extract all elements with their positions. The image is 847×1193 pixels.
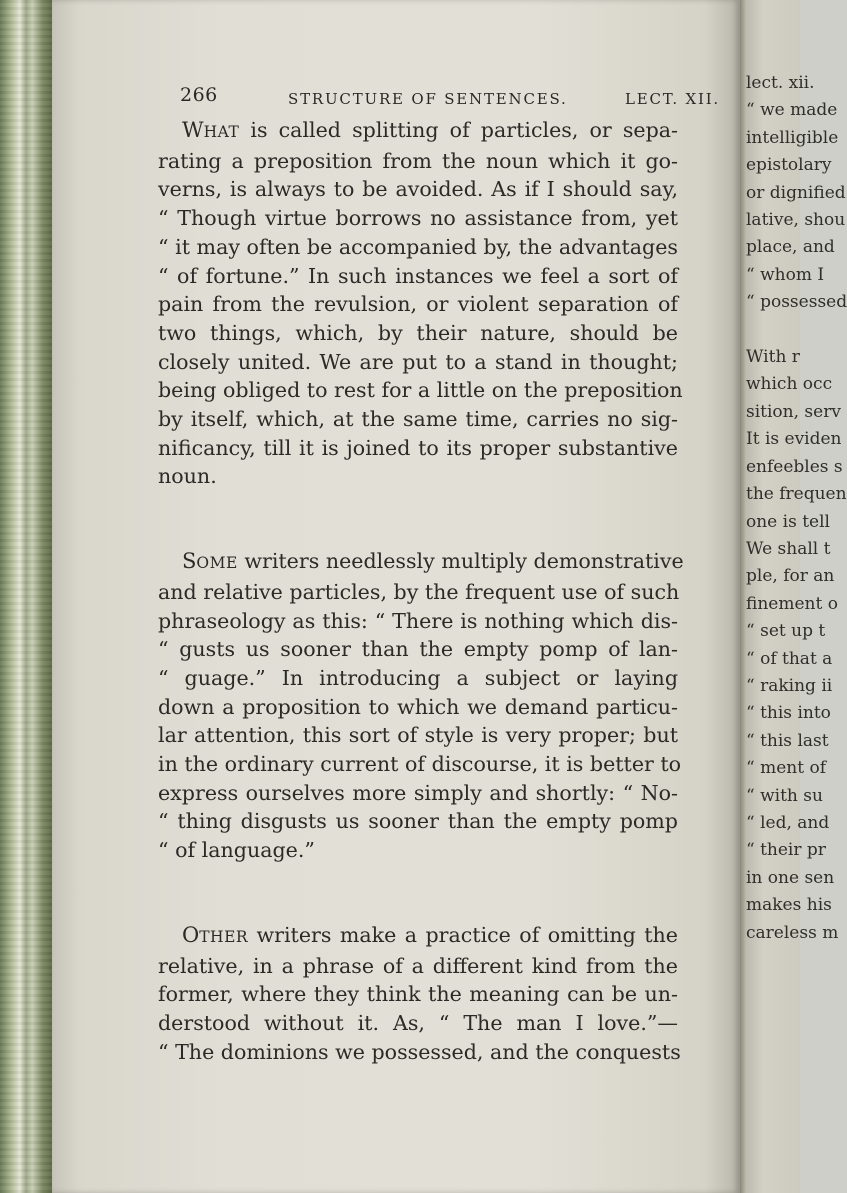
facing-page-line: “ led, and (746, 812, 830, 833)
text-line: “ The dominions we possessed, and the conquests (158, 1039, 681, 1064)
facing-page-line: or dignified (746, 182, 846, 203)
text-line: express ourselves more simply and shortly: “ No- (158, 780, 678, 805)
lecture-label: LECT. XII. (624, 90, 720, 108)
facing-page-line: sition, serv (746, 401, 841, 422)
paragraph-first-line (158, 547, 684, 578)
text-line: “ of fortune.” In such instances we feel a sort of (158, 263, 678, 288)
paragraph-first-line (158, 116, 678, 147)
paragraph-3 (158, 921, 681, 1067)
facing-page-line: careless m (746, 922, 839, 943)
facing-page-line: “ this last (746, 730, 829, 751)
lead-capital: S (182, 549, 197, 574)
page-number: 266 (180, 84, 218, 106)
facing-page-line: “ with su (746, 785, 823, 806)
facing-page-line: lect. xii. (746, 73, 815, 93)
facing-page-text (746, 70, 847, 947)
text-line: verns, is always to be avoided. As if I should say, (158, 177, 678, 202)
facing-page-line: ple, for an (746, 566, 835, 587)
text-line: “ of language.” (158, 838, 315, 863)
first-line-text: is called splitting of particles, or sepa- (239, 118, 678, 142)
text-line: rating a preposition from the noun which it go- (158, 148, 678, 173)
facing-page-line: which occ (746, 374, 833, 395)
text-line: derstood without it. As, “ The man I love.”— (158, 1010, 678, 1035)
facing-page-line: “ raking ii (746, 675, 833, 696)
text-line: down a proposition to which we demand particu- (158, 694, 678, 719)
text-line: phraseology as this: “ There is nothing which dis- (158, 608, 678, 633)
lead-small-caps: OME (196, 554, 238, 573)
facing-page-line: “ we made (746, 100, 838, 121)
first-line-text: writers needlessly multiply demonstrative (237, 549, 684, 574)
text-line: being obliged to rest for a little on the preposition (158, 378, 683, 403)
text-line: pain from the revulsion, or violent separation of (158, 292, 678, 317)
facing-page (740, 0, 847, 1193)
lead-small-caps: HAT (203, 123, 240, 141)
text-line: “ thing disgusts us sooner than the empty pomp (158, 809, 678, 834)
facing-page-line (746, 317, 816, 344)
page-header (180, 84, 720, 114)
facing-page-line: “ of that a (746, 648, 833, 669)
facing-page-line: in one sen (746, 867, 835, 888)
facing-page-line: lative, shou (746, 210, 846, 231)
paragraph-2 (158, 547, 684, 865)
text-line: by itself, which, at the same time, carries no sig- (158, 407, 678, 432)
lead-capital: O (182, 922, 200, 947)
paragraph-first-line (158, 921, 678, 952)
facing-page-line: enfeebles s (746, 456, 843, 477)
text-line: “ gusts us sooner than the empty pomp of lan- (158, 637, 678, 662)
facing-page-line: “ possessed (746, 292, 847, 313)
facing-page-line: the frequen (746, 484, 847, 505)
facing-page-line: place, and (746, 237, 835, 258)
page-body (158, 116, 684, 1066)
facing-page-line: “ their pr (746, 840, 826, 861)
facing-page-line: It is eviden (746, 429, 842, 450)
lead-small-caps: THER (199, 927, 249, 946)
facing-page-line: intelligible (746, 127, 839, 148)
facing-page-line: We shall t (746, 538, 831, 559)
text-line: and relative particles, by the frequent use of such (158, 579, 680, 604)
book-gutter (0, 0, 52, 1193)
lead-capital: W (182, 118, 204, 142)
text-line: nificancy, till it is joined to its proper substantive (158, 435, 678, 460)
facing-page-line: With r (746, 347, 800, 368)
first-line-text: writers make a practice of omitting the (248, 922, 678, 947)
text-line: relative, in a phrase of a different kind from the (158, 953, 678, 978)
text-line: lar attention, this sort of style is very proper; but (158, 723, 678, 748)
paragraph-1 (158, 116, 683, 491)
facing-page-line: one is tell (746, 511, 830, 532)
facing-page-line: “ set up t (746, 621, 826, 642)
facing-page-line: “ whom I (746, 264, 825, 285)
text-line: former, where they think the meaning can be un- (158, 982, 678, 1007)
facing-page-line: makes his (746, 895, 832, 916)
text-line: “ it may often be accompanied by, the advantages (158, 234, 678, 259)
facing-page-line: epistolary (746, 155, 832, 176)
running-title: STRUCTURE OF SENTENCES. (288, 90, 568, 108)
text-line: “ Though virtue borrows no assistance from, yet (158, 206, 678, 231)
text-line: two things, which, by their nature, should be (158, 320, 678, 345)
text-line: in the ordinary current of discourse, it is better to (158, 752, 682, 777)
facing-page-line: “ this into (746, 703, 831, 724)
text-line: “ guage.” In introducing a subject or laying (158, 665, 678, 690)
facing-page-line: finement o (746, 593, 838, 614)
facing-page-line: “ ment of (746, 758, 826, 779)
text-line: closely united. We are put to a stand in thought; (158, 349, 678, 374)
text-line: noun. (158, 464, 217, 489)
